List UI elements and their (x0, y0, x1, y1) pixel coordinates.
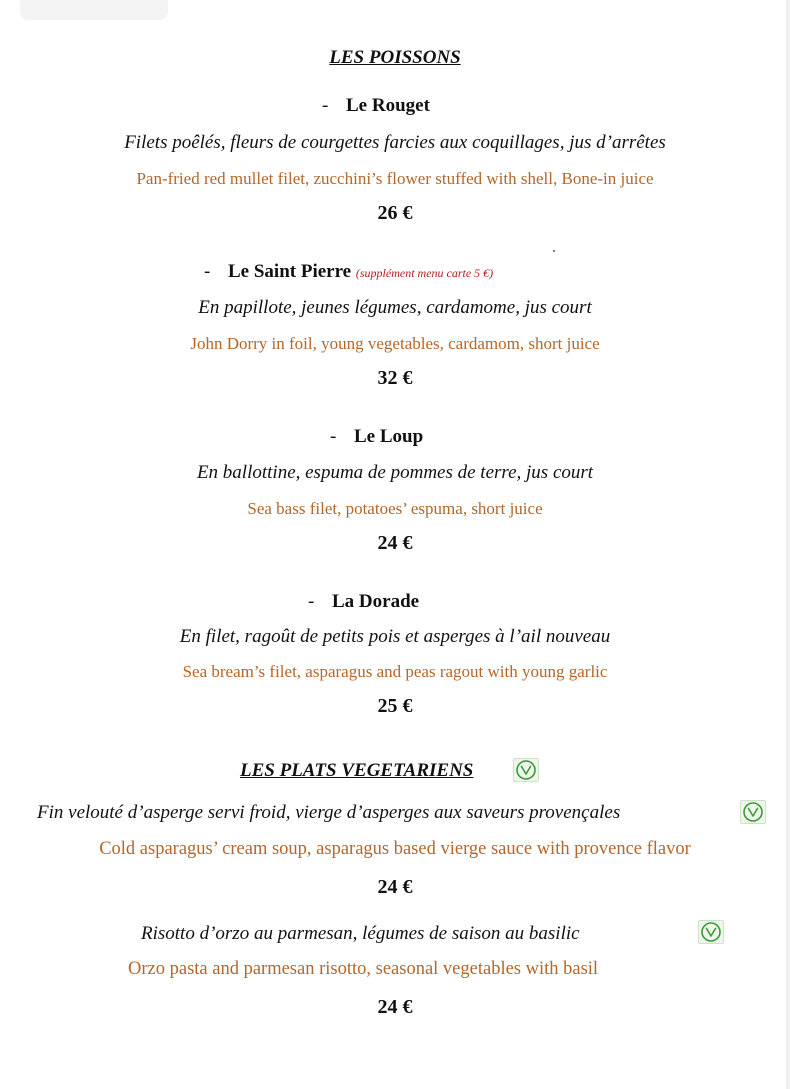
dish-name-label: Le Saint Pierre (228, 261, 352, 282)
dish-price: 24 € (377, 532, 413, 554)
stray-dot (553, 250, 555, 252)
dish-description-en: Pan-fried red mullet filet, zucchini’s flower stuffed with shell, Bone-in juice (136, 169, 654, 188)
dish-description-fr: En filet, ragoût de petits pois et asperges à l’ail nouveau (179, 626, 611, 647)
veg-dish-description-fr: Risotto d’orzo au parmesan, légumes de saison au basilic (141, 923, 580, 944)
dish-name-rouget (322, 95, 430, 117)
supplement-note: (supplément menu carte 5 €) (355, 266, 494, 280)
section-title-fish: LES POISSONS (329, 47, 461, 68)
dish-description-en: Sea bream’s filet, asparagus and peas ragout with young garlic (182, 662, 608, 681)
dish-price: 26 € (377, 202, 413, 224)
dish-name-label: Le Rouget (346, 95, 430, 116)
dish-name-label: Le Loup (354, 426, 424, 447)
veg-dish-description-en: Cold asparagus’ cream soup, asparagus based vierge sauce with provence flavor (99, 839, 691, 859)
dish-price: 25 € (377, 695, 413, 717)
dish-name-saint-pierre (204, 261, 493, 283)
dish-description-en: John Dorry in foil, young vegetables, cardamom, short juice (190, 334, 600, 353)
dish-name-loup (330, 426, 423, 448)
dish-description-fr: En papillote, jeunes légumes, cardamome, jus court (198, 297, 592, 318)
dash: - (204, 261, 211, 282)
dish-price: 32 € (377, 367, 413, 389)
dash: - (308, 591, 315, 612)
dish-description-en: Sea bass filet, potatoes’ espuma, short juice (247, 499, 543, 518)
vegetarian-leaf-icon (740, 800, 766, 824)
vegetarian-leaf-icon (698, 920, 724, 944)
veg-dish-price: 24 € (377, 876, 413, 898)
dash: - (322, 95, 329, 116)
veg-dish-description-en: Orzo pasta and parmesan risotto, seasonal vegetables with basil (128, 959, 599, 979)
dash: - (330, 426, 337, 447)
vegetarian-leaf-icon (513, 758, 539, 782)
section-title-vegetarian: LES PLATS VEGETARIENS (240, 760, 474, 781)
veg-dish-price: 24 € (377, 996, 413, 1018)
dish-description-fr: En ballottine, espuma de pommes de terre, jus court (196, 462, 594, 483)
veg-dish-description-fr: Fin velouté d’asperge servi froid, vierge d’asperges aux saveurs provençales (37, 802, 621, 823)
dish-description-fr: Filets poêlés, fleurs de courgettes farcies aux coquillages, jus d’arrêtes (124, 132, 666, 153)
dish-name-dorade (308, 591, 419, 613)
dish-name-label: La Dorade (332, 591, 420, 612)
top-tab-shape (20, 0, 168, 20)
